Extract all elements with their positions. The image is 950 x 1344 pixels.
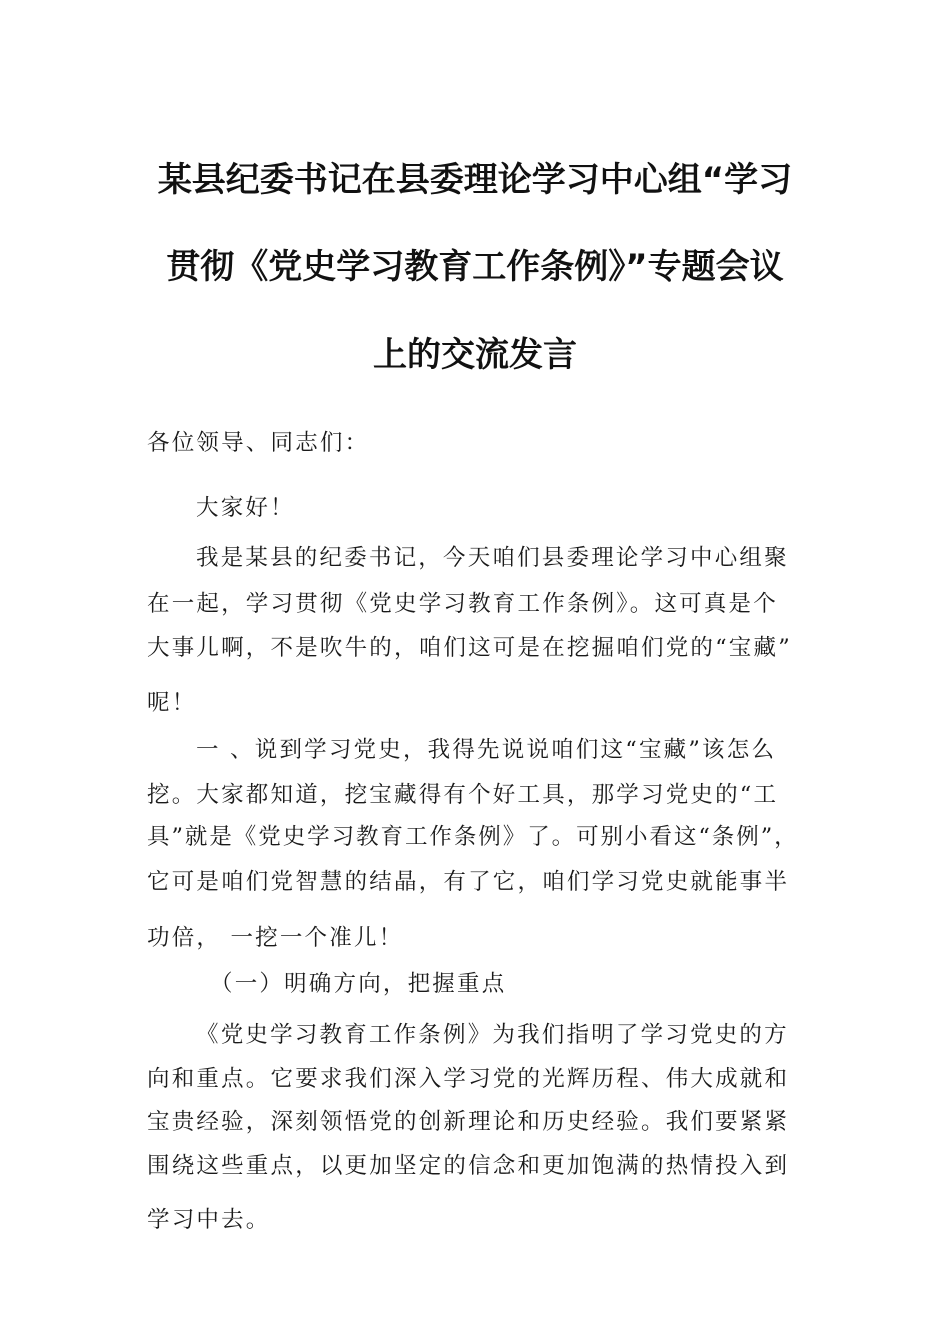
paragraph-3-line-2: 向和重点。它要求我们深入学习党的光辉历程、伟大成就和	[147, 1066, 790, 1092]
paragraph-2-line-3: 具”就是《党史学习教育工作条例》了。可别小看这“条例”，	[147, 824, 799, 850]
paragraph-1-line-1: 我是某县的纪委书记，今天咱们县委理论学习中心组聚	[196, 545, 789, 571]
paragraph-2-line-1: 一 、说到学习党史，我得先说说咱们这“宝藏”该怎么	[196, 737, 777, 763]
paragraph-3-line-4: 围绕这些重点，以更加坚定的信念和更加饱满的热情投入到	[147, 1153, 790, 1179]
paragraph-3-line-5: 学习中去。	[147, 1207, 271, 1233]
title-line-2: 贯彻《党史学习教育工作条例》”专题会议	[166, 247, 784, 287]
paragraph-1-line-4: 呢！	[147, 690, 197, 716]
paragraph-3-line-3: 宝贵经验，深刻领悟党的创新理论和历史经验。我们要紧紧	[147, 1109, 790, 1135]
salutation: 各位领导、同志们：	[147, 430, 370, 456]
paragraph-3-line-1: 《党史学习教育工作条例》为我们指明了学习党史的方	[196, 1022, 789, 1048]
paragraph-2-line-4: 它可是咱们党智慧的结晶，有了它，咱们学习党史就能事半	[147, 869, 790, 895]
paragraph-2-line-5: 功倍， 一挖一个准儿！	[147, 925, 404, 951]
paragraph-2-line-2: 挖。大家都知道，挖宝藏得有个好工具，那学习党史的“工	[147, 782, 779, 808]
subheading: （一）明确方向，把握重点	[210, 971, 507, 997]
title-line-1: 某县纪委书记在县委理论学习中心组“学习	[157, 160, 793, 200]
paragraph-1-line-2: 在一起，学习贯彻《党史学习教育工作条例》。这可真是个	[147, 591, 778, 617]
paragraph-1-line-3: 大事儿啊，不是吹牛的，咱们这可是在挖掘咱们党的“宝藏”	[147, 635, 792, 661]
title-line-3: 上的交流发言	[373, 335, 577, 375]
greeting: 大家好！	[196, 495, 295, 521]
